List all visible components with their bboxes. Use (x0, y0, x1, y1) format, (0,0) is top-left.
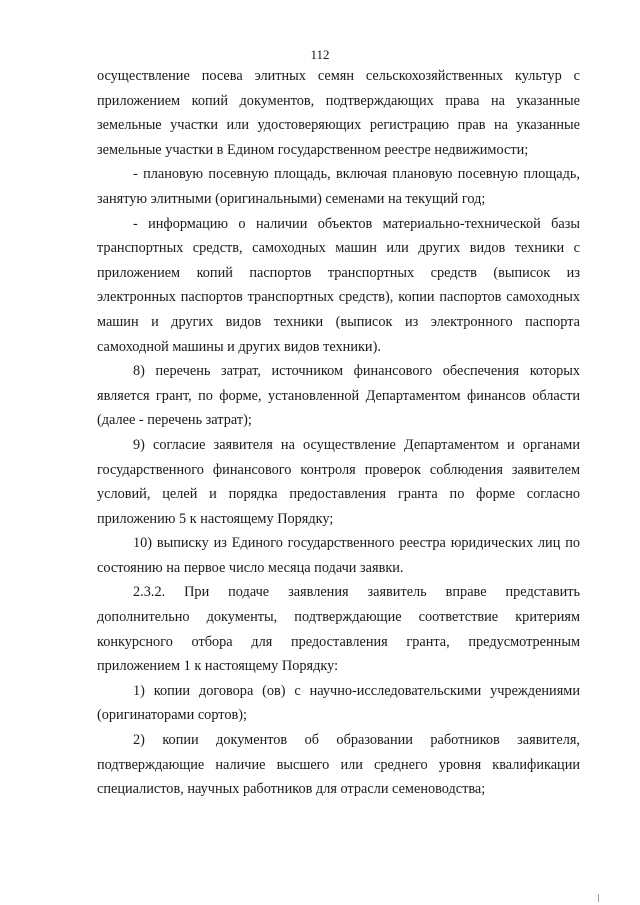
paragraph-item-10: 10) выписку из Единого государственного реестра юридических лиц по состоянию на первое число месяца подачи заявки. (97, 535, 580, 576)
paragraph-item-8: 8) перечень затрат, источником финансового обеспечения которых является грант, по форме, установленной Департаментом финансов области (далее - перечень затрат); (97, 363, 580, 429)
paragraph-2-3-2: 2.3.2. При подаче заявления заявитель вправе представить дополнительно документы, подтверждающие соответствие критериям конкурсного отбора для предоставления гранта, предусмотренным приложением 1 к настоящему Порядку: (97, 584, 580, 675)
document-body (97, 64, 580, 802)
page-number: 112 (310, 47, 330, 62)
paragraph-technical-base-info: - информацию о наличии объектов материально-технической базы транспортных средств, самоходных машин или других видов техники с приложением копий паспортов транспортных средств (выписок из электронных паспортов транспортных средств), копии паспортов самоходных машин и других видов техники (выписок из электронного паспорта самоходной машины и других видов техники). (97, 215, 580, 355)
scan-mark (598, 894, 599, 902)
paragraph-sub-item-2: 2) копии документов об образовании работников заявителя, подтверждающие наличие высшего или среднего уровня квалификации специалистов, научных работников для отрасли семеноводства; (97, 732, 580, 798)
paragraph-sub-item-1: 1) копии договора (ов) с научно-исследовательскими учреждениями (оригинаторами сортов); (97, 682, 580, 724)
paragraph-planned-sowing-area: - плановую посевную площадь, включая плановую посевную площадь, занятую элитными (оригинальными) семенами на текущий год; (97, 166, 580, 207)
paragraph-continuation: осуществление посева элитных семян сельскохозяйственных культур с приложением копий документов, подтверждающих права на указанные земельные участки или удостоверяющих регистрацию прав на указанные земельные участки в Едином государственном реестре недвижимости; (97, 68, 580, 158)
paragraph-item-9: 9) согласие заявителя на осуществление Департаментом и органами государственного финансового контроля проверок соблюдения заявителем условий, целей и порядка предоставления гранта по форме согласно приложению 5 к настоящему Порядку; (97, 436, 580, 527)
